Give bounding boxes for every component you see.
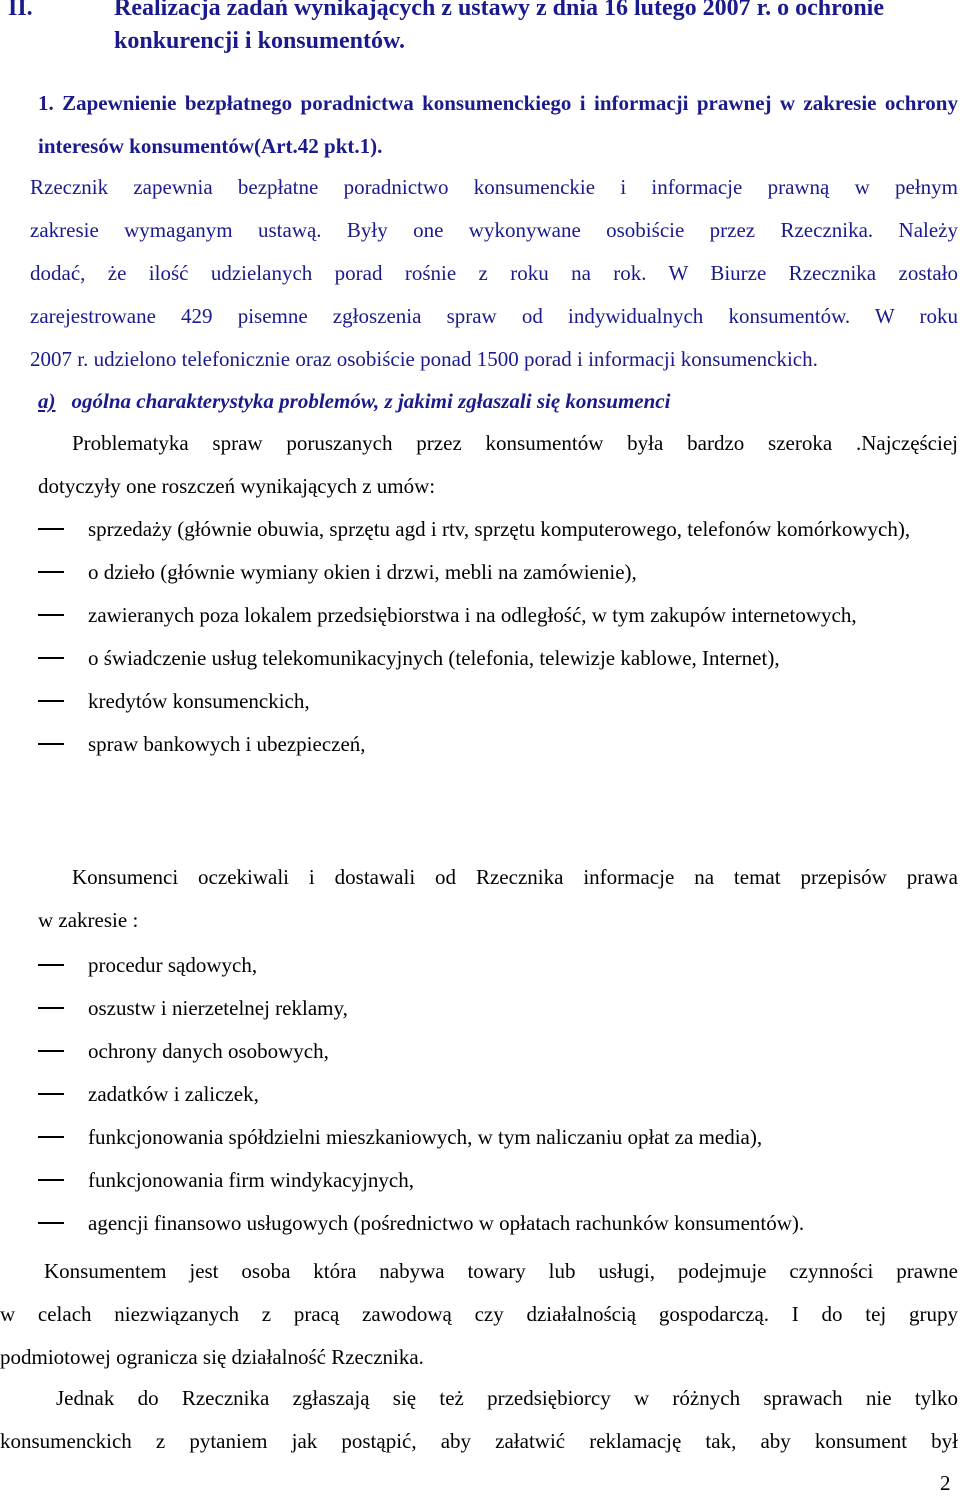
- list-item: spraw bankowych i ubezpieczeń,: [38, 723, 958, 766]
- paragraph-line: Konsumentem jest osoba która nabywa towary lub usługi, podejmuje czynności prawne: [44, 1259, 958, 1283]
- consumer-definition-paragraph: [0, 1250, 958, 1379]
- dash-bullet-icon: [38, 1136, 64, 1138]
- dash-bullet-icon: [38, 743, 64, 745]
- dash-bullet-icon: [38, 528, 64, 530]
- list-item: funkcjonowania spółdzielni mieszkaniowych, w tym naliczaniu opłat za media),: [38, 1116, 958, 1159]
- list-item: kredytów konsumenckich,: [38, 680, 958, 723]
- consumers-paragraph: [38, 856, 958, 942]
- dash-bullet-icon: [38, 571, 64, 573]
- chapter-title: Realizacja zadań wynikających z ustawy z dnia 16 lutego 2007 r. o ochronie konkurencji i konsumentów.: [114, 0, 884, 54]
- contract-types-list: [38, 508, 958, 766]
- dash-bullet-icon: [38, 1050, 64, 1052]
- paragraph-line: zakresie wymaganym ustawą. Były one wykonywane osobiście przez Rzecznika. Należy: [30, 218, 958, 242]
- list-item: o świadczenie usług telekomunikacyjnych (telefonia, telewizje kablowe, Internet),: [38, 637, 958, 680]
- paragraph-line: podmiotowej ogranicza się działalność Rzecznika.: [0, 1345, 424, 1369]
- paragraph-line: dodać, że ilość udzielanych porad rośnie z roku na rok. W Biurze Rzecznika zostało: [30, 261, 958, 285]
- list-item: funkcjonowania firm windykacyjnych,: [38, 1159, 958, 1202]
- paragraph-line: Problematyka spraw poruszanych przez konsumentów była bardzo szeroka .Najczęściej: [72, 431, 958, 455]
- dash-bullet-icon: [38, 1222, 64, 1224]
- paragraph-line: dotyczyły one roszczeń wynikających z umów:: [38, 474, 436, 498]
- section-1-paragraph: [30, 166, 958, 381]
- paragraph-line: zarejestrowane 429 pisemne zgłoszenia spraw od indywidualnych konsumentów. W roku: [30, 304, 958, 328]
- list-item: ochrony danych osobowych,: [38, 1030, 958, 1073]
- list-item: o dzieło (głównie wymiany okien i drzwi, mebli na zamówienie),: [38, 551, 958, 594]
- dash-bullet-icon: [38, 1007, 64, 1009]
- chapter-number: II.: [8, 0, 33, 21]
- dash-bullet-icon: [38, 1179, 64, 1181]
- entrepreneurs-paragraph: [0, 1377, 958, 1463]
- paragraph-line: Rzecznik zapewnia bezpłatne poradnictwo konsumenckie i informacje prawną w pełnym: [30, 175, 958, 199]
- legal-topics-list: [38, 944, 958, 1245]
- list-item: procedur sądowych,: [38, 944, 958, 987]
- problems-intro-paragraph: [38, 422, 958, 508]
- paragraph-line: w celach niezwiązanych z pracą zawodową czy działalnością gospodarczą. I do tej grupy: [0, 1302, 958, 1326]
- list-item: oszustw i nierzetelnej reklamy,: [38, 987, 958, 1030]
- list-item: zawieranych poza lokalem przedsiębiorstwa i na odległość, w tym zakupów internetowych,: [38, 594, 958, 637]
- dash-bullet-icon: [38, 700, 64, 702]
- list-item: sprzedaży (głównie obuwia, sprzętu agd i rtv, sprzętu komputerowego, telefonów komórkowych),: [38, 508, 958, 551]
- page-number: 2: [940, 1471, 951, 1495]
- paragraph-line: Jednak do Rzecznika zgłaszają się też przedsiębiorcy w różnych sprawach nie tylko: [56, 1386, 958, 1410]
- dash-bullet-icon: [38, 964, 64, 966]
- paragraph-line: Konsumenci oczekiwali i dostawali od Rzecznika informacje na temat przepisów prawa: [72, 865, 958, 889]
- subsection-a-label: a): [38, 389, 56, 413]
- dash-bullet-icon: [38, 657, 64, 659]
- dash-bullet-icon: [38, 614, 64, 616]
- dash-bullet-icon: [38, 1093, 64, 1095]
- list-item: zadatków i zaliczek,: [38, 1073, 958, 1116]
- paragraph-line: w zakresie :: [38, 908, 139, 932]
- section-1-title: 1. Zapewnienie bezpłatnego poradnictwa konsumenckiego i informacji prawnej w zakresie ochrony interesów konsumentów(Art.42 pkt.1).: [38, 91, 958, 158]
- subsection-a-title: [38, 380, 958, 423]
- list-item: agencji finansowo usługowych (pośrednictwo w opłatach rachunków konsumentów).: [38, 1202, 958, 1245]
- paragraph-line: 2007 r. udzielono telefonicznie oraz osobiście ponad 1500 porad i informacji konsumenckich.: [30, 347, 818, 371]
- paragraph-line: konsumenckich z pytaniem jak postąpić, aby załatwić reklamację tak, aby konsument był: [0, 1429, 958, 1453]
- subsection-a-text: ogólna charakterystyka problemów, z jakimi zgłaszali się konsumenci: [71, 389, 671, 413]
